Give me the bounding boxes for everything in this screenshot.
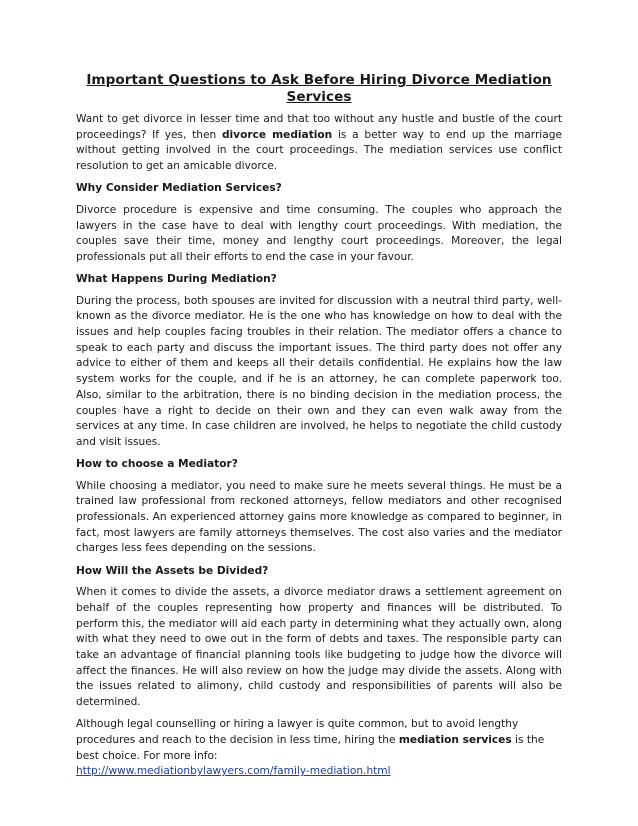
intro-text-end: is a better way to end up the marriage without getting involved in the court proceedings. The mediation services use conflict resolution to get an amicable divorce. bbox=[76, 128, 562, 173]
section-body-during-mediation: During the process, both spouses are invited for discussion with a neutral third party, well-known as the divorce mediator. He is the one who has knowledge on how to deal with the issues and help couples facing troubles in their relation. The mediator offers a chance to speak to each party and discuss the important issues. The third party does not offer any advice to either of them and keeps all their details confidential. He explains how the law system works for the couple, and if he is an attorney, he can complete paperwork too. Also, similar to the arbitration, there is no binding decision in the mediation process, the couples have a right to decide on their own and they can even walk away from the services at any time. In case children are involved, he helps to negotiate the child custody and visit issues. bbox=[76, 294, 562, 448]
document-page bbox=[76, 72, 562, 787]
section-heading-choose-mediator: How to choose a Mediator? bbox=[76, 458, 238, 471]
closing-paragraph bbox=[76, 717, 562, 780]
intro-bold-term: divorce mediation bbox=[221, 128, 333, 141]
closing-bold-term: mediation services bbox=[398, 734, 512, 746]
intro-text-start: Want to get divorce in lesser time and that too without any hustle and bustle of the court proceedings? If yes, then bbox=[76, 113, 562, 141]
more-info-link[interactable]: http://www.mediationbylawyers.com/family-mediation.html bbox=[76, 765, 391, 778]
closing-text-end: is the best choice. For more info: bbox=[76, 734, 545, 762]
intro-paragraph bbox=[76, 112, 562, 175]
section-heading-why-mediation: Why Consider Mediation Services? bbox=[76, 182, 282, 195]
document-title: Important Questions to Ask Before Hiring Divorce Mediation Services bbox=[86, 72, 552, 105]
section-body-assets-divided: When it comes to divide the assets, a divorce mediator draws a settlement agreement on behalf of the couples representing how property and finances will be distributed. To perform this, the mediator will aid each party in determining what they actually own, along with what they need to owe out in the form of debts and taxes. The responsible party can take an advantage of financial planning tools like budgeting to judge how the divorce will affect the finances. He will also review on how the judge may divide the assets. Along with the issues related to alimony, child custody and responsibilities of parents will also be determined. bbox=[76, 586, 562, 709]
closing-text-start: Although legal counselling or hiring a lawyer is quite common, but to avoid lengthy procedures and reach to the decision in less time, hiring the bbox=[76, 718, 519, 746]
section-heading-during-mediation: What Happens During Mediation? bbox=[76, 273, 277, 286]
section-heading-assets-divided: How Will the Assets be Divided? bbox=[76, 564, 269, 577]
section-body-why-mediation: Divorce procedure is expensive and time consuming. The couples who approach the lawyers in the case have to deal with lengthy court proceedings. With mediation, the couples save their time, money and lengthy court proceedings. Moreover, the legal professionals put all their efforts to end the case in your favour. bbox=[76, 203, 562, 263]
section-body-choose-mediator: While choosing a mediator, you need to make sure he meets several things. He must be a trained law professional from reckoned attorneys, fellow mediators and other recognised professionals. An experienced attorney gains more knowledge as compared to beginner, in fact, most lawyers are family attorneys themselves. The cost also varies and the mediator charges less fees depending on the sessions. bbox=[76, 479, 562, 555]
